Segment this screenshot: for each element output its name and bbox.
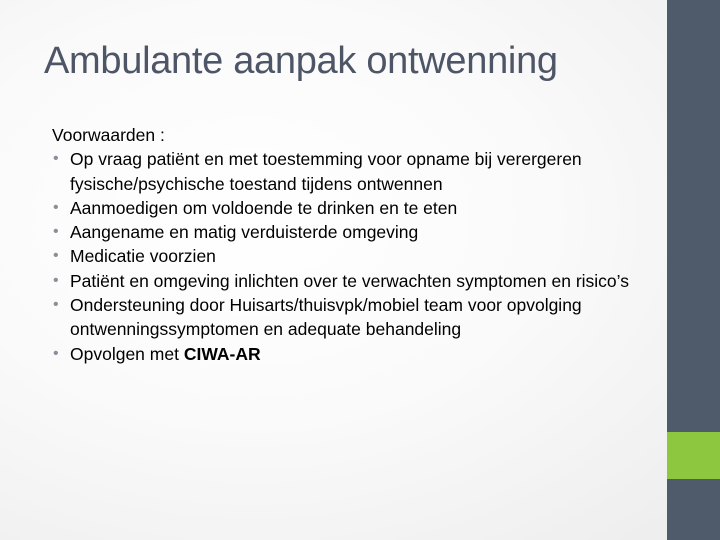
bullet-icon: • [53,223,59,241]
bullet-text: Patiënt en omgeving inlichten over te verwachten symptomen en risico’s [70,270,629,291]
intro-text: Voorwaarden : [52,125,165,145]
side-accent-block [667,432,720,479]
bullet-icon: • [53,247,59,265]
bullet-text: Aanmoedigen om voldoende te drinken en te eten [70,197,458,218]
bullet-item [52,220,652,244]
bullet-icon: • [53,198,59,216]
bullet-text: Medicatie voorzien [70,246,216,267]
bullet-icon: • [53,271,59,289]
bullet-item [52,293,652,342]
bullet-text: Op vraag patiënt en met toestemming voor opname bij verergeren fysische/psychische toestand tijdens ontwennen [70,149,582,194]
ciwa-ar-term: CIWA-AR [183,343,261,364]
bullet-icon: • [53,150,59,168]
bullet-item [52,269,652,293]
bullet-text: Ondersteuning door Huisarts/thuisvpk/mobiel team voor opvolging ontwenningssymptomen en adequate behandeling [70,295,582,340]
bullet-item [52,244,652,268]
slide-body [52,123,652,366]
slide-title: Ambulante aanpak ontwenning [44,40,558,82]
bullet-item [52,342,652,366]
bullet-list [52,147,652,366]
bullet-icon: • [53,296,59,314]
bullet-text: Aangename en matig verduisterde omgeving [70,222,419,243]
bullet-item [52,147,652,196]
bullet-item [52,196,652,220]
bullet-icon: • [53,344,59,362]
bullet-text: Opvolgen met [70,343,184,364]
